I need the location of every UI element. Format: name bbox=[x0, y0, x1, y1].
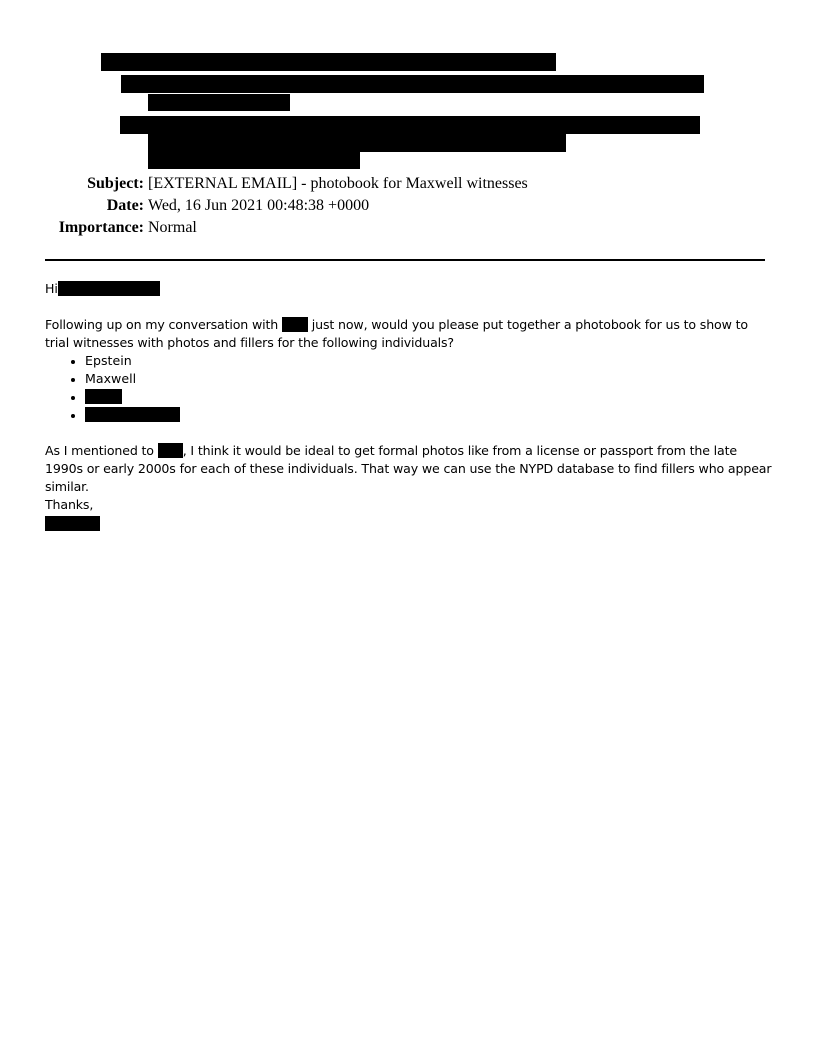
subject-value: [EXTERNAL EMAIL] - photobook for Maxwell witnesses bbox=[148, 175, 528, 192]
header-divider bbox=[45, 259, 765, 261]
redacted-cc-line-2 bbox=[148, 134, 566, 152]
list-item bbox=[70, 370, 180, 388]
redacted-to-line-2 bbox=[148, 94, 290, 111]
signoff-line bbox=[45, 496, 773, 514]
paragraph-explanation-start: As I mentioned to bbox=[45, 443, 158, 458]
redacted-cc-line-3 bbox=[148, 152, 360, 169]
redacted-signature bbox=[45, 516, 100, 531]
date-row bbox=[0, 196, 369, 216]
importance-label: Importance: bbox=[58, 219, 144, 236]
subject-row bbox=[0, 174, 528, 194]
list-item bbox=[70, 406, 180, 424]
importance-row bbox=[0, 218, 197, 238]
paragraph-request-end: just now, would you please put together a photobook for us to show to trial witnesses with photos and fillers for the following individuals? bbox=[45, 317, 748, 350]
redacted-from-line bbox=[101, 53, 556, 71]
redacted-list-item bbox=[85, 389, 122, 404]
importance-value: Normal bbox=[148, 219, 197, 236]
date-label: Date: bbox=[106, 197, 144, 214]
individuals-list bbox=[70, 352, 180, 424]
redacted-list-item bbox=[85, 407, 180, 422]
paragraph-explanation bbox=[45, 442, 773, 496]
redacted-recipient-name bbox=[58, 281, 160, 296]
paragraph-explanation-end: , I think it would be ideal to get formal photos like from a license or passport from the late 1990s or early 2000s for each of these individuals. That way we can use the NYPD database to find fillers who appear similar. bbox=[45, 443, 772, 494]
paragraph-request bbox=[45, 316, 773, 352]
date-value: Wed, 16 Jun 2021 00:48:38 +0000 bbox=[148, 197, 370, 214]
list-item-text: Epstein bbox=[85, 353, 132, 368]
greeting-line bbox=[45, 280, 773, 298]
list-item bbox=[70, 388, 180, 406]
list-item bbox=[70, 352, 180, 370]
list-item-text: Maxwell bbox=[85, 371, 137, 386]
redacted-name-inline bbox=[282, 317, 308, 332]
signoff-text: Thanks, bbox=[45, 497, 94, 512]
redacted-cc-line-1 bbox=[120, 116, 700, 134]
greeting-text: Hi bbox=[45, 281, 58, 296]
subject-label: Subject: bbox=[87, 175, 144, 192]
paragraph-request-start: Following up on my conversation with bbox=[45, 317, 282, 332]
redacted-to-line-1 bbox=[121, 75, 704, 93]
redacted-name-inline bbox=[158, 443, 183, 458]
